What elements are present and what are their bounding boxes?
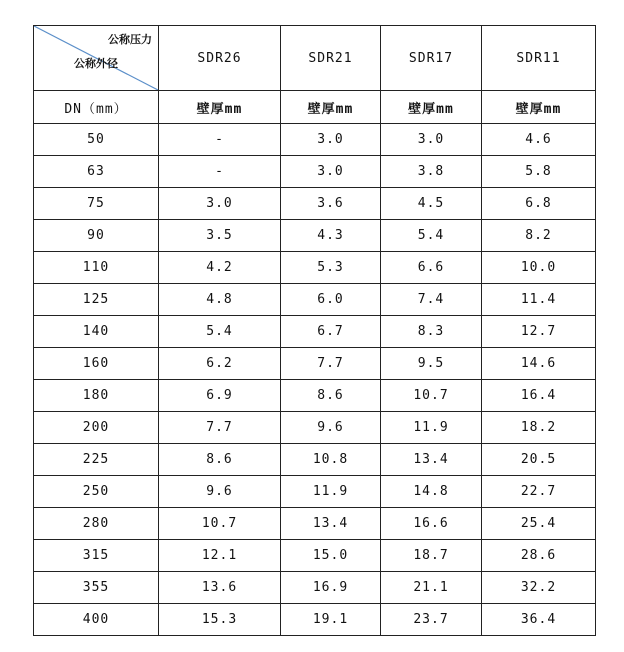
sdr17-cell: 18.7 <box>381 540 482 572</box>
sdr26-cell: 4.2 <box>159 252 281 284</box>
sdr26-cell: 3.0 <box>159 188 281 220</box>
sdr11-header: SDR11 <box>482 26 596 91</box>
sdr17-cell: 9.5 <box>381 348 482 380</box>
table-row <box>34 316 596 348</box>
table-row <box>34 572 596 604</box>
sdr21-cell: 3.0 <box>281 124 381 156</box>
dn-cell: 225 <box>34 444 159 476</box>
sdr11-cell: 20.5 <box>482 444 596 476</box>
sdr17-cell: 3.8 <box>381 156 482 188</box>
dn-cell: 400 <box>34 604 159 636</box>
wall-thickness-label: 壁厚mm <box>281 91 381 124</box>
dn-cell: 63 <box>34 156 159 188</box>
dn-unit-label: DN（mm） <box>34 91 159 124</box>
sdr26-cell: 3.5 <box>159 220 281 252</box>
sdr21-cell: 13.4 <box>281 508 381 540</box>
sdr26-cell: 12.1 <box>159 540 281 572</box>
sdr11-cell: 11.4 <box>482 284 596 316</box>
sdr26-cell: 7.7 <box>159 412 281 444</box>
sdr11-cell: 6.8 <box>482 188 596 220</box>
header-row <box>34 26 596 91</box>
nominal-outer-diameter-label: 公称外径 <box>74 57 118 70</box>
sdr21-cell: 19.1 <box>281 604 381 636</box>
sdr17-cell: 11.9 <box>381 412 482 444</box>
table-row <box>34 220 596 252</box>
dn-cell: 50 <box>34 124 159 156</box>
sdr26-cell: 13.6 <box>159 572 281 604</box>
sdr11-cell: 16.4 <box>482 380 596 412</box>
dn-cell: 110 <box>34 252 159 284</box>
sdr11-cell: 22.7 <box>482 476 596 508</box>
table-row <box>34 380 596 412</box>
sdr11-cell: 4.6 <box>482 124 596 156</box>
dn-cell: 280 <box>34 508 159 540</box>
sdr17-cell: 13.4 <box>381 444 482 476</box>
table-row <box>34 124 596 156</box>
sdr11-cell: 18.2 <box>482 412 596 444</box>
sdr21-cell: 9.6 <box>281 412 381 444</box>
sdr26-cell: 8.6 <box>159 444 281 476</box>
sdr17-cell: 10.7 <box>381 380 482 412</box>
sdr26-cell: 6.9 <box>159 380 281 412</box>
dn-cell: 355 <box>34 572 159 604</box>
sdr17-cell: 3.0 <box>381 124 482 156</box>
sdr17-cell: 21.1 <box>381 572 482 604</box>
wall-thickness-label: 壁厚mm <box>482 91 596 124</box>
dn-cell: 160 <box>34 348 159 380</box>
sdr21-cell: 6.7 <box>281 316 381 348</box>
sdr21-cell: 4.3 <box>281 220 381 252</box>
sdr11-cell: 8.2 <box>482 220 596 252</box>
diagonal-header-cell <box>34 26 159 91</box>
sdr11-cell: 36.4 <box>482 604 596 636</box>
table-row <box>34 348 596 380</box>
sdr21-header: SDR21 <box>281 26 381 91</box>
dn-cell: 125 <box>34 284 159 316</box>
sdr26-cell: 6.2 <box>159 348 281 380</box>
wall-thickness-label: 壁厚mm <box>381 91 482 124</box>
table-row <box>34 476 596 508</box>
sdr17-cell: 7.4 <box>381 284 482 316</box>
sdr26-cell: - <box>159 124 281 156</box>
sdr11-cell: 32.2 <box>482 572 596 604</box>
sdr21-cell: 7.7 <box>281 348 381 380</box>
dn-cell: 315 <box>34 540 159 572</box>
sdr21-cell: 8.6 <box>281 380 381 412</box>
wall-thickness-label: 壁厚mm <box>159 91 281 124</box>
sdr26-cell: - <box>159 156 281 188</box>
sdr17-cell: 14.8 <box>381 476 482 508</box>
sdr26-header: SDR26 <box>159 26 281 91</box>
dn-cell: 75 <box>34 188 159 220</box>
sdr21-cell: 3.0 <box>281 156 381 188</box>
sdr11-cell: 5.8 <box>482 156 596 188</box>
sdr17-cell: 4.5 <box>381 188 482 220</box>
sdr17-cell: 5.4 <box>381 220 482 252</box>
table-row <box>34 188 596 220</box>
table-row <box>34 284 596 316</box>
sdr26-cell: 9.6 <box>159 476 281 508</box>
sdr26-cell: 5.4 <box>159 316 281 348</box>
dn-cell: 200 <box>34 412 159 444</box>
table-row <box>34 444 596 476</box>
sdr17-cell: 8.3 <box>381 316 482 348</box>
sdr11-cell: 10.0 <box>482 252 596 284</box>
dn-cell: 250 <box>34 476 159 508</box>
sdr17-header: SDR17 <box>381 26 482 91</box>
sdr21-cell: 11.9 <box>281 476 381 508</box>
sdr11-cell: 12.7 <box>482 316 596 348</box>
wall-thickness-table <box>33 25 596 636</box>
sdr21-cell: 3.6 <box>281 188 381 220</box>
sdr17-cell: 16.6 <box>381 508 482 540</box>
table-row <box>34 412 596 444</box>
dn-cell: 180 <box>34 380 159 412</box>
sdr17-cell: 6.6 <box>381 252 482 284</box>
sdr26-cell: 15.3 <box>159 604 281 636</box>
sdr26-cell: 4.8 <box>159 284 281 316</box>
table-row <box>34 540 596 572</box>
sdr21-cell: 5.3 <box>281 252 381 284</box>
table-row <box>34 604 596 636</box>
sdr21-cell: 6.0 <box>281 284 381 316</box>
sdr21-cell: 15.0 <box>281 540 381 572</box>
table-row <box>34 156 596 188</box>
table-row <box>34 252 596 284</box>
sdr11-cell: 28.6 <box>482 540 596 572</box>
dn-cell: 90 <box>34 220 159 252</box>
sdr26-cell: 10.7 <box>159 508 281 540</box>
sdr11-cell: 14.6 <box>482 348 596 380</box>
sdr21-cell: 10.8 <box>281 444 381 476</box>
unit-row <box>34 91 596 124</box>
sdr21-cell: 16.9 <box>281 572 381 604</box>
dn-cell: 140 <box>34 316 159 348</box>
sdr17-cell: 23.7 <box>381 604 482 636</box>
sdr11-cell: 25.4 <box>482 508 596 540</box>
table-row <box>34 508 596 540</box>
nominal-pressure-label: 公称压力 <box>108 33 152 46</box>
